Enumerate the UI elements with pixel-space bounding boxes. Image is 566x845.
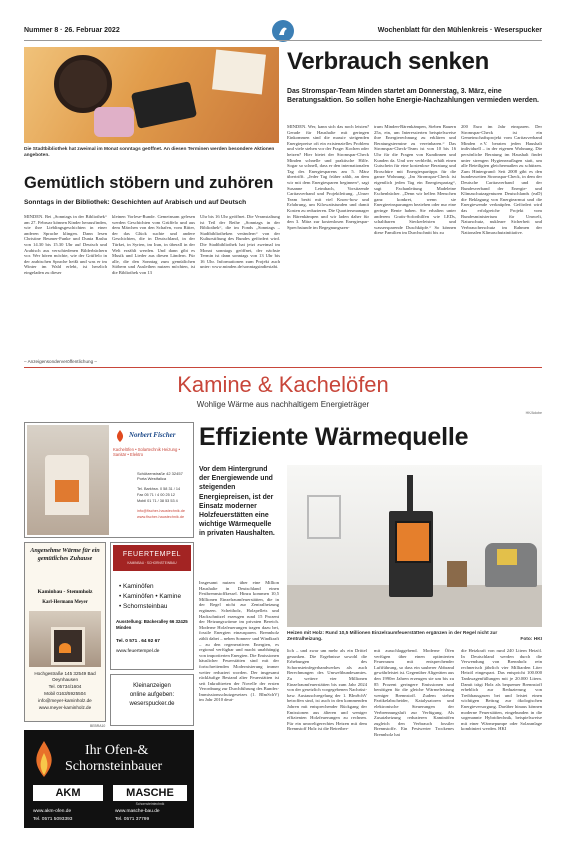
- article-waerme-col1: Insgesamt nutzen über eine Million Haushalte in Deutschland einen Festbrennstoffkessel. Hinzu kommen 10,5 Millionen Einzelraumfeuerstätten, die in der Regel nicht zur Zentralheizung ergänzen. Scheitholz, Holzpellets und Hackschnitzel erzeugen rund 15 Prozent der Heizungswärme im privaten Bereich. Moderne Holzfeuerungen tragen dazu bei, fossile Energien einzusparen. Brennholz zählt dabei – neben Sonnen- und Windkraft – zu den regenerativen Energien, es regional verfügbar und macht unabhängig von importierten Energien. Die Emissionen häuslicher Feuerstätten sind mit der fortschreitenden Modernisierung immer weiter reduziert worden. Der insgesamt rückläufige Bestand alter Feuerstätten ist seit Inkrafttreten der Novelle der ersten Verordnung zur Durchführung des Bundes-Immissionsschutzgesetzes (1. BImSchV) im Jahr 2010 deut-: [199, 580, 279, 703]
- feuertempel-brand: FEUERTEMPEL: [122, 551, 182, 558]
- section-title: Kamine & Kachelöfen: [177, 372, 389, 397]
- meyer-phone: Tel. 05734/1604: [48, 684, 82, 689]
- ad-online[interactable]: [110, 674, 194, 726]
- feuertempel-tagline: KAMINBAU · SCHORNSTEINBAU: [127, 561, 177, 565]
- lead-waermequelle: Vor dem Hintergrund der Energiewende und steigenden Energiepreisen, ist der Einsatz moderner Holzfeuerstätten eine wichtige Wärmequelle in privaten Haushalten.: [199, 466, 275, 538]
- section-credit: HK/Adobe: [525, 411, 542, 415]
- feuertempel-line3: • Schornsteinbau: [119, 603, 168, 610]
- feuertempel-web[interactable]: www.feuertempel.de: [116, 649, 160, 654]
- paper-name: Wochenblatt für den Mühlenkreis · Weserspucker: [377, 27, 542, 34]
- ad-fischer[interactable]: [24, 422, 194, 538]
- meyer-email[interactable]: info@meyer-kaminholz.de: [38, 698, 92, 703]
- fischer-photo: [27, 425, 109, 535]
- fischer-fax: Fax 05 71 / 4 00 25 12: [137, 493, 175, 497]
- feuertempel-logo: [113, 545, 191, 571]
- online-text2: online aufgeben:: [129, 692, 175, 698]
- subhead-bibliothek: Sonntags in der Bibliothek: Geschichten auf Arabisch und auf Deutsch: [24, 199, 247, 206]
- stove-photo-credit: Foto: HKI: [520, 637, 542, 642]
- header-rule: [24, 40, 542, 41]
- ofen-flame-icon: [29, 739, 59, 779]
- ad-meyer[interactable]: [24, 542, 106, 722]
- fischer-phone: Tel. Barkhsn. 0 58 31 / 14: [137, 487, 181, 491]
- logo-icon: [272, 20, 294, 42]
- fischer-address: Schützenstraße 42 32457 Porta Westfalica: [137, 471, 183, 481]
- fischer-flame-icon: [113, 429, 127, 443]
- meyer-address: Hochgestraße 145 32549 Bad Oeynhausen: [34, 671, 96, 682]
- fischer-brand: Norbert Fischer: [129, 431, 176, 439]
- ofen-title2: Schornsteinbauer: [65, 759, 163, 774]
- meyer-web[interactable]: www.meyer-kaminholz.de: [38, 705, 92, 710]
- ofen-brand2-sub: Schornsteintechnik: [135, 802, 165, 806]
- ofen-phone2: Tel. 0571 37799: [115, 817, 150, 822]
- anzeige-label: – Anzeigensonderveröffentlichung –: [24, 359, 97, 364]
- issue-line: Nummer 8 · 26. Februar 2022: [24, 27, 120, 34]
- stove-photo: [287, 465, 542, 627]
- feuertempel-showroom: Ausstellung: Bäckeralley 66 32425 Minden: [116, 619, 188, 630]
- ofen-title1: Ihr Ofen-&: [85, 743, 149, 758]
- meyer-slogan: Angenehme Wärme für ein gemütliches Zuhause: [30, 547, 100, 562]
- article-verbrauch-col3: 200 Euro im Jahr einsparen. Der Stromspar-Check ist ein Gemeinschaftsprojekt vom Caritasverband Minden e.V. beraten jeden Haushalt individuell – in der eigenen Wohnung. Die persönliche Beratung im Haushalt findet unter strengen Hygieneauflagen statt, um alle Beteiligten gleichermaßen zu schützen. Zum Hintergrund: Seit 2008 gibt es den bundesweiten Stromspar-Check, in dem der Deutsche Caritasverband und der Bundesverband der Energie- und Klimaschutzagenturen Deutschlands (eaD) die Beklagung von Energiearmut und die Energiewende verknüpfen. Gefördert wird das erfolgreiche Projekt vom Bundesministerium für Umwelt, Naturschutz, nukleare Sicherheit und Verbraucherschutz im Rahmen der Nationalen Klimaschutzinitiative.: [461, 124, 542, 236]
- meyer-photo: [29, 611, 101, 667]
- ad-feuertempel[interactable]: [110, 542, 194, 670]
- ofen-brand2: MASCHE: [113, 785, 187, 801]
- section-subtitle: Wohlige Wärme aus nachhaltigem Energieträger: [196, 400, 370, 409]
- photo-caption: Die Stadtbibliothek hat zweimal im Monat sonntags geöffnet. An diesen Terminen werden besondere Aktionen angeboten.: [24, 147, 275, 158]
- section-rule-top: [24, 367, 542, 368]
- feuertempel-phone: Tel. 0 571 . 64 92 67: [116, 639, 160, 644]
- fischer-mobile: Mobil 01 71 / 38 53 53 4: [137, 499, 178, 503]
- article-waerme-col2: lich – und zwar um mehr als ein Drittel gesunken. Die Ergebnisse sowohl die Erhebungen des Schornsteinfegerhandwerkes als auch Berechnungen des Umweltbundesamtes. Zu weitere vier Millionen Einzelraumfeuerstätten bis zum Jahr 2024 von der gesetzlich vorgegebenen Nachrüst- bzw. Austauschregelung der 1. BImSchV betroffen sind, ist auch in den kommenden Jahren mit entsprechender Rückgang der Emissionen aus älteren und weniger effizienten Holzfeuerungen zu rechnen. Für ein umweltgerechtes Heizen mit dem Brennstoff Holz ist die Betreiber-: [287, 648, 367, 732]
- ofen-brand1: AKM: [33, 785, 103, 801]
- ad-marker: BEBRA10: [90, 724, 106, 728]
- library-photo: [24, 47, 279, 143]
- ofen-phone1: Tel. 0571 5093393: [33, 817, 73, 822]
- ofen-web1[interactable]: www.akm-ofen.de: [33, 809, 72, 814]
- feuertempel-line2: • Kaminöfen • Kamine: [119, 593, 182, 600]
- feuertempel-line1: • Kaminöfen: [119, 583, 154, 590]
- meyer-mobile: Mobil 0163/5925504: [44, 691, 86, 696]
- article-waerme-col3: mit ausschlaggebend. Moderne Öfen verfügen über einen optimierten Feuerraum mit entsprechender Luftführung, so dass ein sauberer Abbrand gewährleistet ist. Gegenüber Altgeräten aus den 1990er Jahren erzeugen sie um bis zu 85 Prozent geringere Emissionen und benötigen für die gleiche Wärmeleistung weniger Brennstoff. Zudem stehen Partikelabscheider, Katalysatoren und elektronische Steuerungen der Verbrennungsluft zur Verfügung. Als Zusatzheizung reduzieren Kaminöfen zugleich den Verbrauch fossiler Brennstoffe. Ein Festwerter Trockenes Brennholz hat: [374, 648, 454, 737]
- headline-verbrauch: Verbrauch senken: [287, 48, 489, 75]
- fischer-web[interactable]: www.fischer-haustechnik.de: [137, 515, 185, 519]
- fischer-email[interactable]: info@fischer-haustechnik.de: [137, 509, 185, 513]
- headline-waermequelle: Effiziente Wärmequelle: [199, 423, 469, 451]
- meyer-name: Kaminbau - Stemmholz: [37, 589, 93, 595]
- ad-ofen[interactable]: [24, 730, 194, 828]
- article-verbrauch-col1: MINDEN. Wer, kann sich das noch leisten? Gerade für Haushalte mit geringen Einkommen sind die massiv steigenden Energiepreise oft ein existenzielles Problem und viele stehen vor der Frage: Kochen oder heizen? Hier bietet der Stromspar-Check Minden schnelle und praktische Hilfe. Sogar so schnell, dass er den internationalen Tag des Energiesparens am 5. März übertrifft. „Jeder Tag früher zählt, an dem wir mit dem Energiesparen beginnen“, sagt Susanne Leimbach, Vorsitzende Caritasverband und Projektleitung. „Unser Team berät mit viel Know-how und Erfahrung, um Kilowattstunden und damit Kosten zu reduzieren. Die Quartiersmanager in Bärenkämpen und wir laden daher für den 3. März zur kostenlosen Energiespar-Sprechstunde im Begegnungszen-: [287, 124, 369, 230]
- article-bibliothek-col3: Uhr bis 16 Uhr geöffnet. Die Veranstaltung ist Teil der Reihe „Sonntags in der Bibliothek“, die im Fonds „Sonntags – Stadtbibliotheken verändern“ von der Kulturstiftung des Bundes gefördert wird. Die Stadtbibliothek hat jetzt zweimal im Monat sonntags geöffnet, der nächste Termin ist dann sonntags von 13 Uhr bis 16 Uhr. Informationen zum Projekt auch unter: www.minden.de/sonntagsindiestabi.: [200, 214, 280, 270]
- stove-photo-caption: Heizen mit Holz: Rund 10,5 Millionen Einzelraumfeuerstätten ergänzen in der Regel nicht zur Zentralheizung.: [287, 631, 498, 642]
- online-text1: Kleinanzeigen: [133, 683, 171, 689]
- article-bibliothek-col2: kleinen Vorlese-Runde. Gemeinsam gelesen werden Geschichten vom Grüffelo und aus dem Märchen von den Schafen, vom Ritter, der das Glück suchte und andere Geschichten, die in Deutschland, in der Türkei, in Syrien, im Iran, in überall in der Welt erzählt werden. Und dann gibt es Musik und Lieder aus diesen Ländern. Für alle, die den Sonntag zum gemütlichen Stöbern und Ausleihen nutzen möchten, ist die Bibliothek von 13: [112, 214, 195, 275]
- article-verbrauch-col2: trum Minden-Bärenkämpen, Sieben Bauern 25a, ein, um Interessierten beispielsweise ihre Energierechnung zu erklären und Beratungstermine zu vereinbaren.“ Das Stromspar-Check-Team ist von 10 bis 16 Uhr für die Fragen von Kundinnen und Kunden da. Und wer verbleibt, erhält einen Gutschein für eine kostenlose Beratung und Broschüre mit Energiespartipps für die ganze Wohnung. „Im Stromspar-Check ist eigentlich jeden Tag ein Energiespartag“, sagt Fachanleitung Madeleine Eschenbücher. „Denn wir helfen Menschen ganz konkret, wenn sie Energieeinsparungen beziehen oder nur eine geringe Rente haben. Sie erhalten unter anderem Gratis-Soforthilfen wie LEDs, schaltbaren Steckerleisten und wassersparende Duschköpfe.“ So können diese Familien im Durchschnitt bis zu: [374, 124, 456, 236]
- headline-bibliothek: Gemütlich stöbern und zuhören: [24, 174, 274, 192]
- online-text3[interactable]: weserspucker.de: [129, 701, 175, 707]
- fischer-services: Kachelöfen • Solartechnik Heizung • Sanitär • Elektro: [113, 447, 180, 458]
- meyer-owner: Karl-Hermann Meyer: [42, 600, 88, 605]
- article-bibliothek-col1: MINDEN. Bei „Sonntags in der Bibliothek“ am 27. Februar können Kinder herausfinden, wie ihre Lieblingsgeschichten in einer anderen Sprache klingen. Dann lesen Christine Beumer-Funke und Dunia Rashu von 14.30 bis 15.30 Uhr auf Deutsch und Arabisch aus verschiedenen Bilderbüchern vor. Wer hören möchte, wie der Grüffelo in der arabischen Sprache heißt und was er im Winter im Wald erlebt, ist herzlich eingeladen zu dieser: [24, 214, 107, 275]
- article-waerme-col4: die Heizkraft von rund 240 Litern Heizöl. In Deutschland werden durch die Verwendung von Brennholz rein rechnerisch jährlich vier Milliarden Liter Heizöl eingespart. Das entspricht 100.000 Tankwagenfüllungen mit je 20.000 Litern. Damit trägt Holz als bequemer Brennstoff erheblich zur Reduzierung von Treibhausgasen bei und leistet einen wichtigen Beitrag zur ökologischen Energieversorgung. Darüber hinaus können moderne Feuerstätten, eingebunden in die sogenannte Hybridtechnik, beispielsweise mit einer Wärmepumpe oder Solaranlage kombiniert werden. HKI: [461, 648, 542, 732]
- lead-verbrauch: Das Stromspar-Team Minden startet am Donnerstag, 3. März, eine Beratungsaktion. So sollen hohe Energie-Nachzahlungen vermieden werden.: [287, 88, 539, 104]
- ofen-web2[interactable]: www.masche-bau.de: [115, 809, 160, 814]
